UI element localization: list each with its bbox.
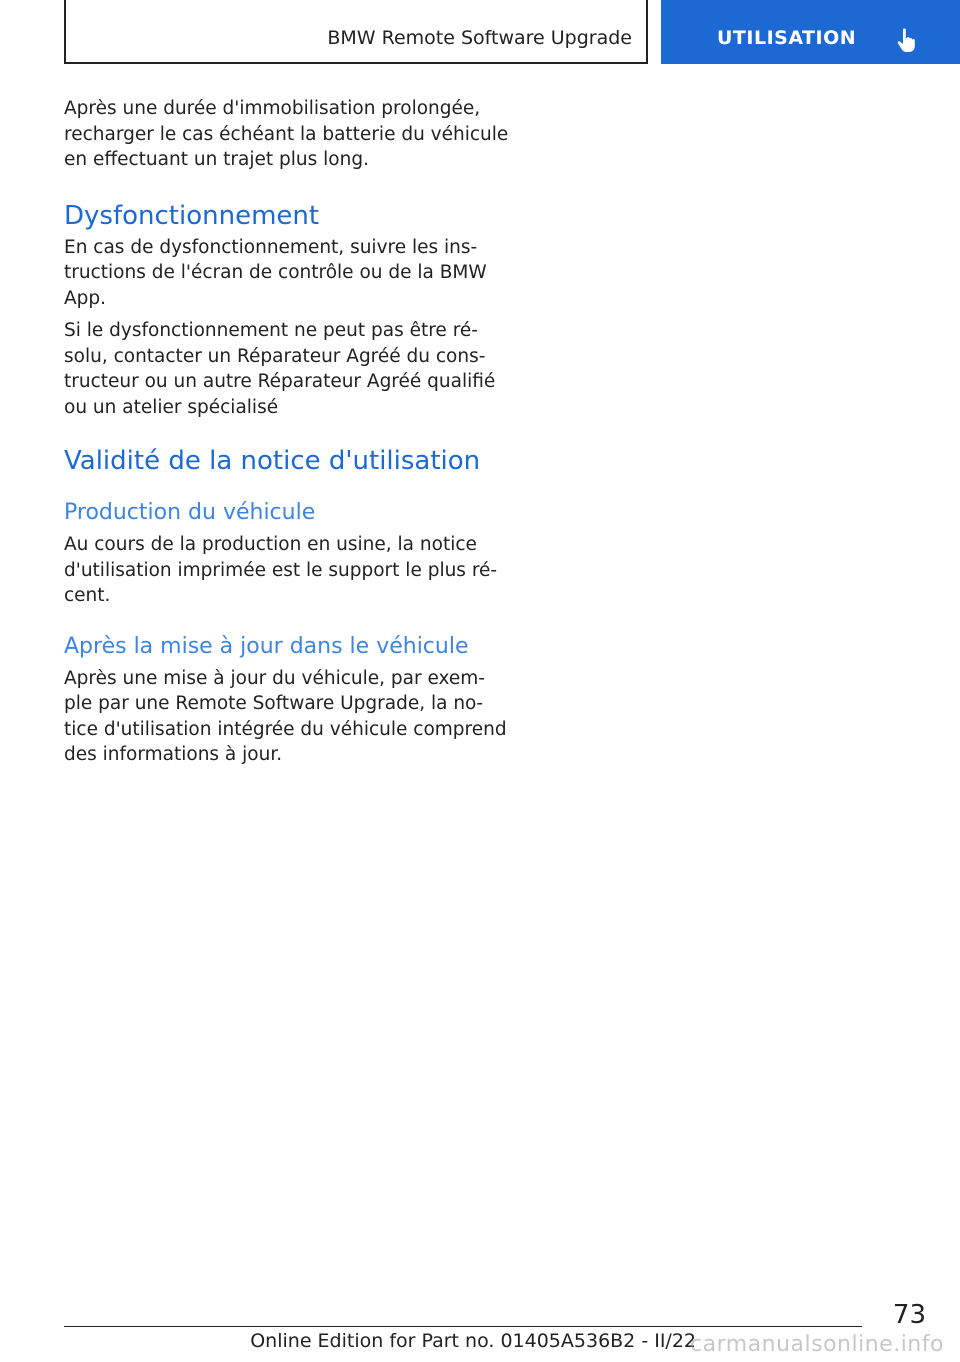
section-tab-label: UTILISATION xyxy=(717,27,857,49)
header-title: BMW Remote Software Upgrade xyxy=(327,27,632,49)
footer-edition: Online Edition for Part no. 01405A536B2 - II/22 xyxy=(250,1330,696,1352)
paragraph-apres-mise-a-jour: Après une mise à jour du véhicule, par exem‐ ple par une Remote Software Upgrade, la no‐ tice d'utilisation intégrée du véhicule comprend des informations à jour. xyxy=(64,667,507,765)
watermark: carmanualsonline.info xyxy=(690,1332,944,1357)
page-header xyxy=(0,0,960,66)
page-number: 73 xyxy=(892,1300,926,1330)
intro-paragraph: Après une durée d'immobilisation prolongée, recharger le cas échéant la batterie du véhicule en effectuant un trajet plus long. xyxy=(64,98,509,170)
paragraph-dysfonctionnement-instructions: En cas de dysfonctionnement, suivre les ins‐ tructions de l'écran de contrôle ou de la BMW App. xyxy=(64,236,487,309)
page-content xyxy=(64,96,509,768)
paragraph-production-vehicule: Au cours de la production en usine, la notice d'utilisation imprimée est le support le plus ré‐ cent. xyxy=(64,534,498,606)
subheading-apres-mise-a-jour: Après la mise à jour dans le véhicule xyxy=(64,633,469,659)
header-title-box xyxy=(64,0,648,64)
section-tab xyxy=(661,0,960,64)
hand-pointer-icon xyxy=(894,26,922,54)
subheading-production-vehicule: Production du véhicule xyxy=(64,500,316,525)
heading-validite-notice: Validité de la notice d'utilisation xyxy=(64,446,481,476)
paragraph-dysfonctionnement-contact: Si le dysfonctionnement ne peut pas être ré‐ solu, contacter un Réparateur Agréé du cons‐ tructeur ou un autre Réparateur Agréé qualifié ou un atelier spécialisé xyxy=(64,320,496,418)
footer-divider xyxy=(64,1326,862,1327)
heading-dysfonctionnement: Dysfonctionnement xyxy=(64,200,320,231)
